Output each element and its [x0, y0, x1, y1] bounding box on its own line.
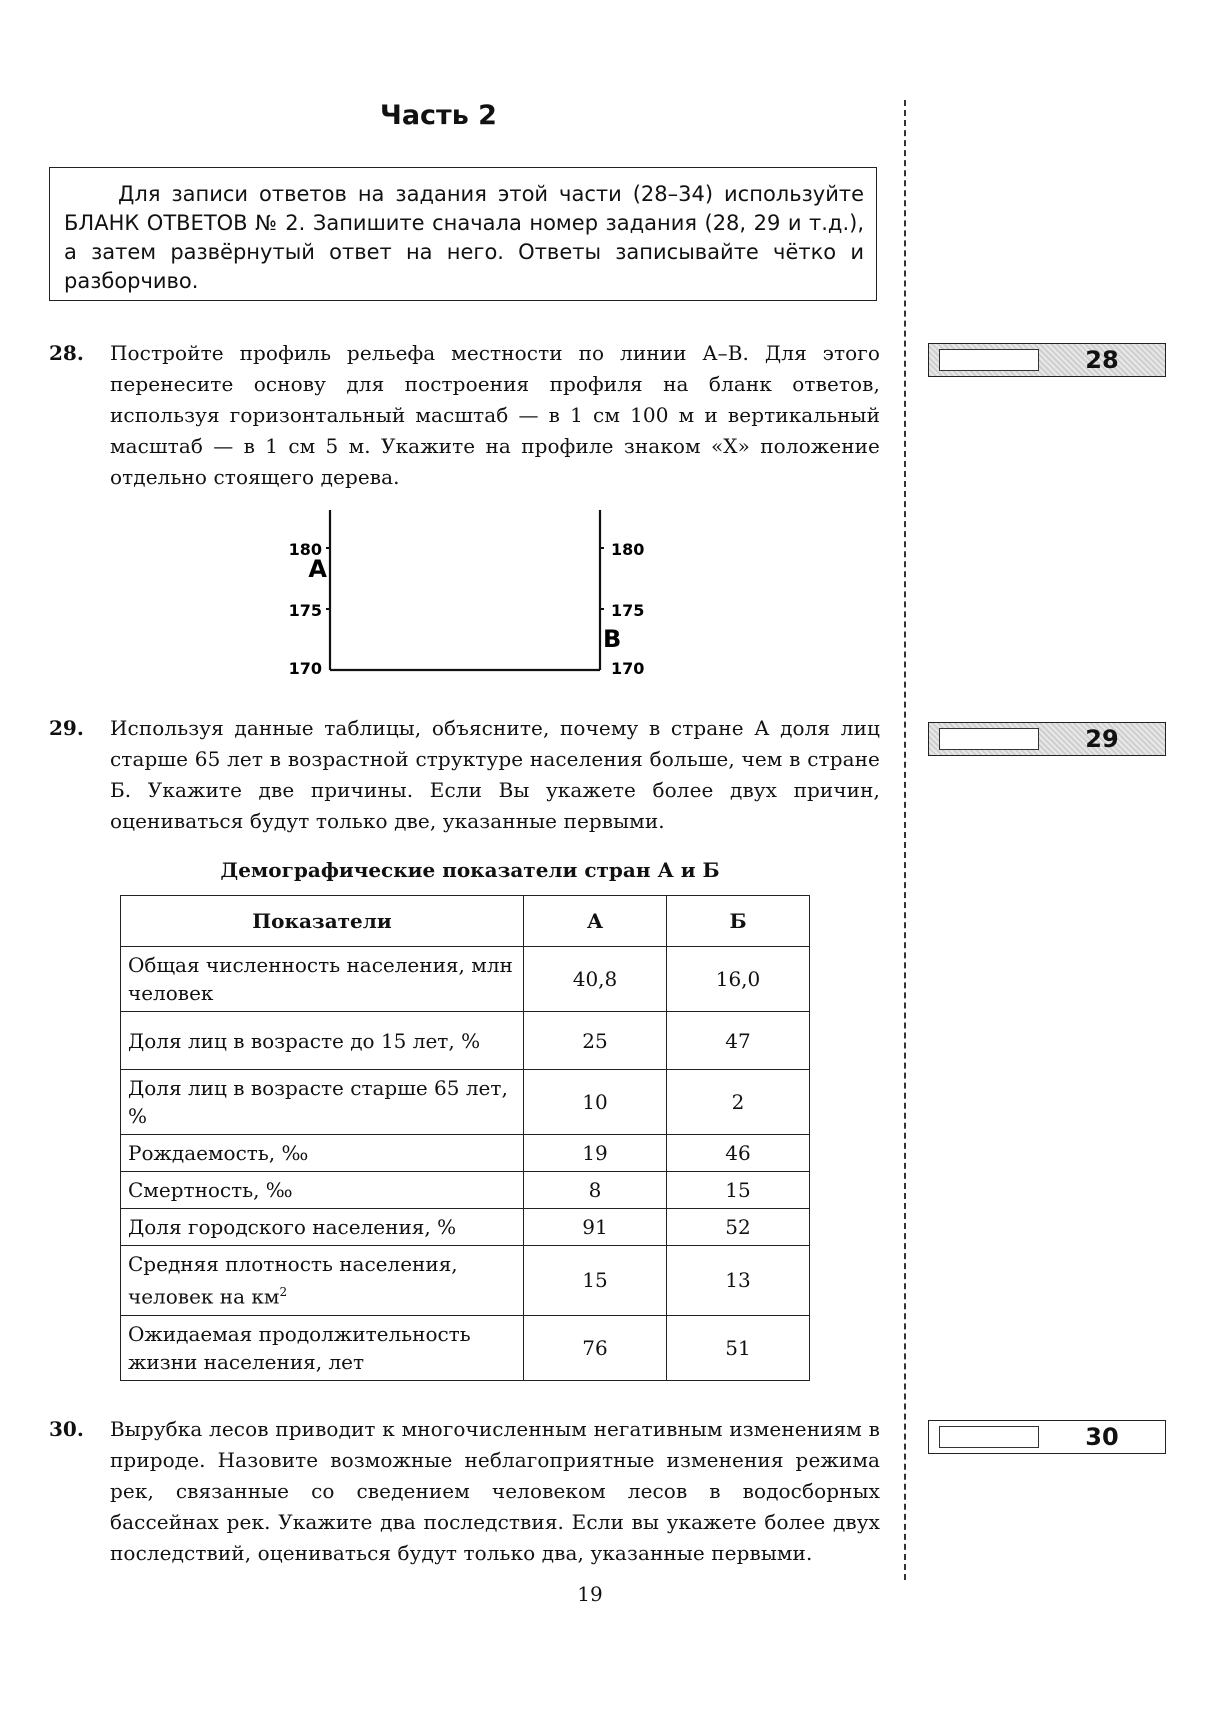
value-a: 40,8 — [524, 947, 667, 1012]
row-label: Общая численность населения, млн человек — [121, 947, 524, 1012]
left-tick-175: 175 — [288, 601, 322, 620]
left-tick-170: 170 — [288, 659, 322, 678]
row-label: Доля лиц в возрасте до 15 лет, % — [121, 1012, 524, 1070]
value-b: 16,0 — [667, 947, 810, 1012]
task-29-number: 29. — [49, 716, 84, 740]
answer-slot-30[interactable] — [939, 1426, 1039, 1448]
row-label: Доля городского населения, % — [121, 1209, 524, 1246]
row-label: Смертность, ‰ — [121, 1172, 524, 1209]
value-a: 10 — [524, 1070, 667, 1135]
answer-box-28[interactable] — [928, 343, 1166, 377]
table-header-row — [121, 896, 810, 947]
row-label-density — [121, 1246, 524, 1316]
task-30-number: 30. — [49, 1417, 84, 1441]
value-b: 46 — [667, 1135, 810, 1172]
table-row — [121, 1209, 810, 1246]
part-title: Часть 2 — [380, 100, 497, 131]
answer-box-28-number: 28 — [1085, 346, 1119, 374]
answer-slot-28[interactable] — [939, 349, 1039, 371]
header-country-a: А — [524, 896, 667, 947]
table-row — [121, 947, 810, 1012]
table-row — [121, 1172, 810, 1209]
value-a: 8 — [524, 1172, 667, 1209]
task-28-number: 28. — [49, 341, 84, 365]
left-tick-180: 180 — [288, 540, 322, 559]
task-28-text: Постройте профиль рельефа местности по линии А–В. Для этого перенесите основу для построения профиля на бланк ответов, используя горизонтальный масштаб — в 1 см 100 м и вертикальный масштаб — в 1 см 5 м. Укажите на профиле знаком «Х» положение отдельно стоящего дерева. — [110, 341, 880, 489]
value-b: 51 — [667, 1315, 810, 1380]
point-a-label: А — [308, 555, 327, 583]
table-row — [121, 1246, 810, 1316]
right-tick-175: 175 — [611, 601, 645, 620]
table-caption: Демографические показатели стран А и Б — [220, 858, 720, 882]
row-label-text: Средняя плотность населения, человек на км — [128, 1252, 458, 1309]
answer-box-29[interactable] — [928, 722, 1166, 756]
table-row — [121, 1135, 810, 1172]
value-b: 47 — [667, 1012, 810, 1070]
value-a: 19 — [524, 1135, 667, 1172]
table-row — [121, 1315, 810, 1380]
value-b: 15 — [667, 1172, 810, 1209]
demographic-table — [120, 895, 810, 1381]
header-indicators: Показатели — [121, 896, 524, 947]
answer-box-30-number: 30 — [1085, 1423, 1119, 1451]
value-b: 2 — [667, 1070, 810, 1135]
answer-box-30[interactable] — [928, 1420, 1166, 1454]
right-tick-170: 170 — [611, 659, 645, 678]
row-label: Доля лиц в возрасте старше 65 лет, % — [121, 1070, 524, 1135]
cut-line — [904, 100, 906, 1580]
value-a: 76 — [524, 1315, 667, 1380]
relief-profile-diagram — [270, 500, 670, 690]
table-row — [121, 1070, 810, 1135]
header-country-b: Б — [667, 896, 810, 947]
value-a: 25 — [524, 1012, 667, 1070]
page-number: 19 — [577, 1582, 603, 1606]
answer-slot-29[interactable] — [939, 728, 1039, 750]
value-b: 52 — [667, 1209, 810, 1246]
answer-box-29-number: 29 — [1085, 725, 1119, 753]
row-label: Рождаемость, ‰ — [121, 1135, 524, 1172]
value-b: 13 — [667, 1246, 810, 1316]
right-tick-180: 180 — [611, 540, 645, 559]
point-b-label: В — [603, 625, 622, 653]
superscript-two: 2 — [279, 1285, 288, 1299]
value-a: 15 — [524, 1246, 667, 1316]
task-30-text: Вырубка лесов приводит к многочисленным негативным изменениям в природе. Назовите возможные неблагоприятные изменения режима рек, связанные со сведением человеком лесов в водосборных бассейнах рек. Укажите два последствия. Если вы укажете более двух последствий, оцениваться будут только два, указанные первыми. — [110, 1417, 880, 1565]
value-a: 91 — [524, 1209, 667, 1246]
task-29-text: Используя данные таблицы, объясните, почему в стране А доля лиц старше 65 лет в возрастной структуре населения больше, чем в стране Б. Укажите две причины. Если Вы укажете более двух причин, оцениваться будут только две, указанные первыми. — [110, 716, 880, 833]
instructions-box: Для записи ответов на задания этой части (28–34) используйте БЛАНК ОТВЕТОВ № 2. Запишите сначала номер задания (28, 29 и т.д.), а затем развёрнутый ответ на него. Ответы записывайте чётко и разборчиво. — [49, 167, 877, 301]
table-row — [121, 1012, 810, 1070]
row-label: Ожидаемая продолжительность жизни населения, лет — [121, 1315, 524, 1380]
